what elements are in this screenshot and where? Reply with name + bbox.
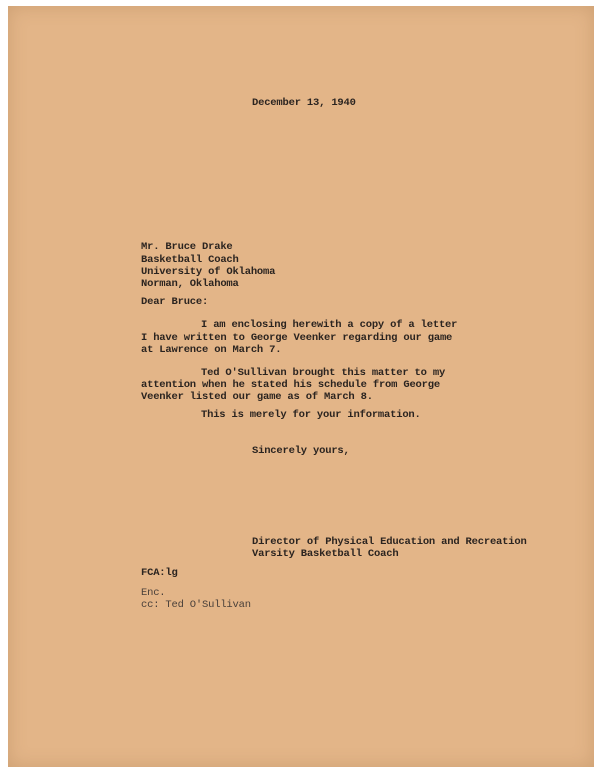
letter-date: December 13, 1940 bbox=[252, 97, 356, 109]
paragraph-line: I have written to George Veenker regarding our game bbox=[141, 332, 453, 344]
recipient-name: Mr. Bruce Drake bbox=[141, 241, 233, 253]
typist-initials: FCA:lg bbox=[141, 567, 178, 579]
letter-page bbox=[8, 6, 594, 767]
paragraph-3: This is merely for your information. bbox=[201, 409, 421, 421]
recipient-title: Basketball Coach bbox=[141, 254, 239, 266]
paragraph-line: Veenker listed our game as of March 8. bbox=[141, 391, 373, 403]
closing: Sincerely yours, bbox=[252, 445, 350, 457]
recipient-city: Norman, Oklahoma bbox=[141, 278, 239, 290]
paragraph-line: I am enclosing herewith a copy of a letter bbox=[201, 319, 458, 331]
paragraph-line: Ted O'Sullivan brought this matter to my bbox=[201, 367, 446, 379]
carbon-copy-note: cc: Ted O'Sullivan bbox=[141, 599, 251, 611]
recipient-institution: University of Oklahoma bbox=[141, 266, 276, 278]
enclosure-note: Enc. bbox=[141, 587, 166, 599]
signature-line: Director of Physical Education and Recreation bbox=[252, 536, 527, 548]
salutation: Dear Bruce: bbox=[141, 296, 209, 308]
paragraph-line: attention when he stated his schedule from George bbox=[141, 379, 440, 391]
paragraph-line: at Lawrence on March 7. bbox=[141, 344, 282, 356]
signature-line: Varsity Basketball Coach bbox=[252, 548, 399, 560]
